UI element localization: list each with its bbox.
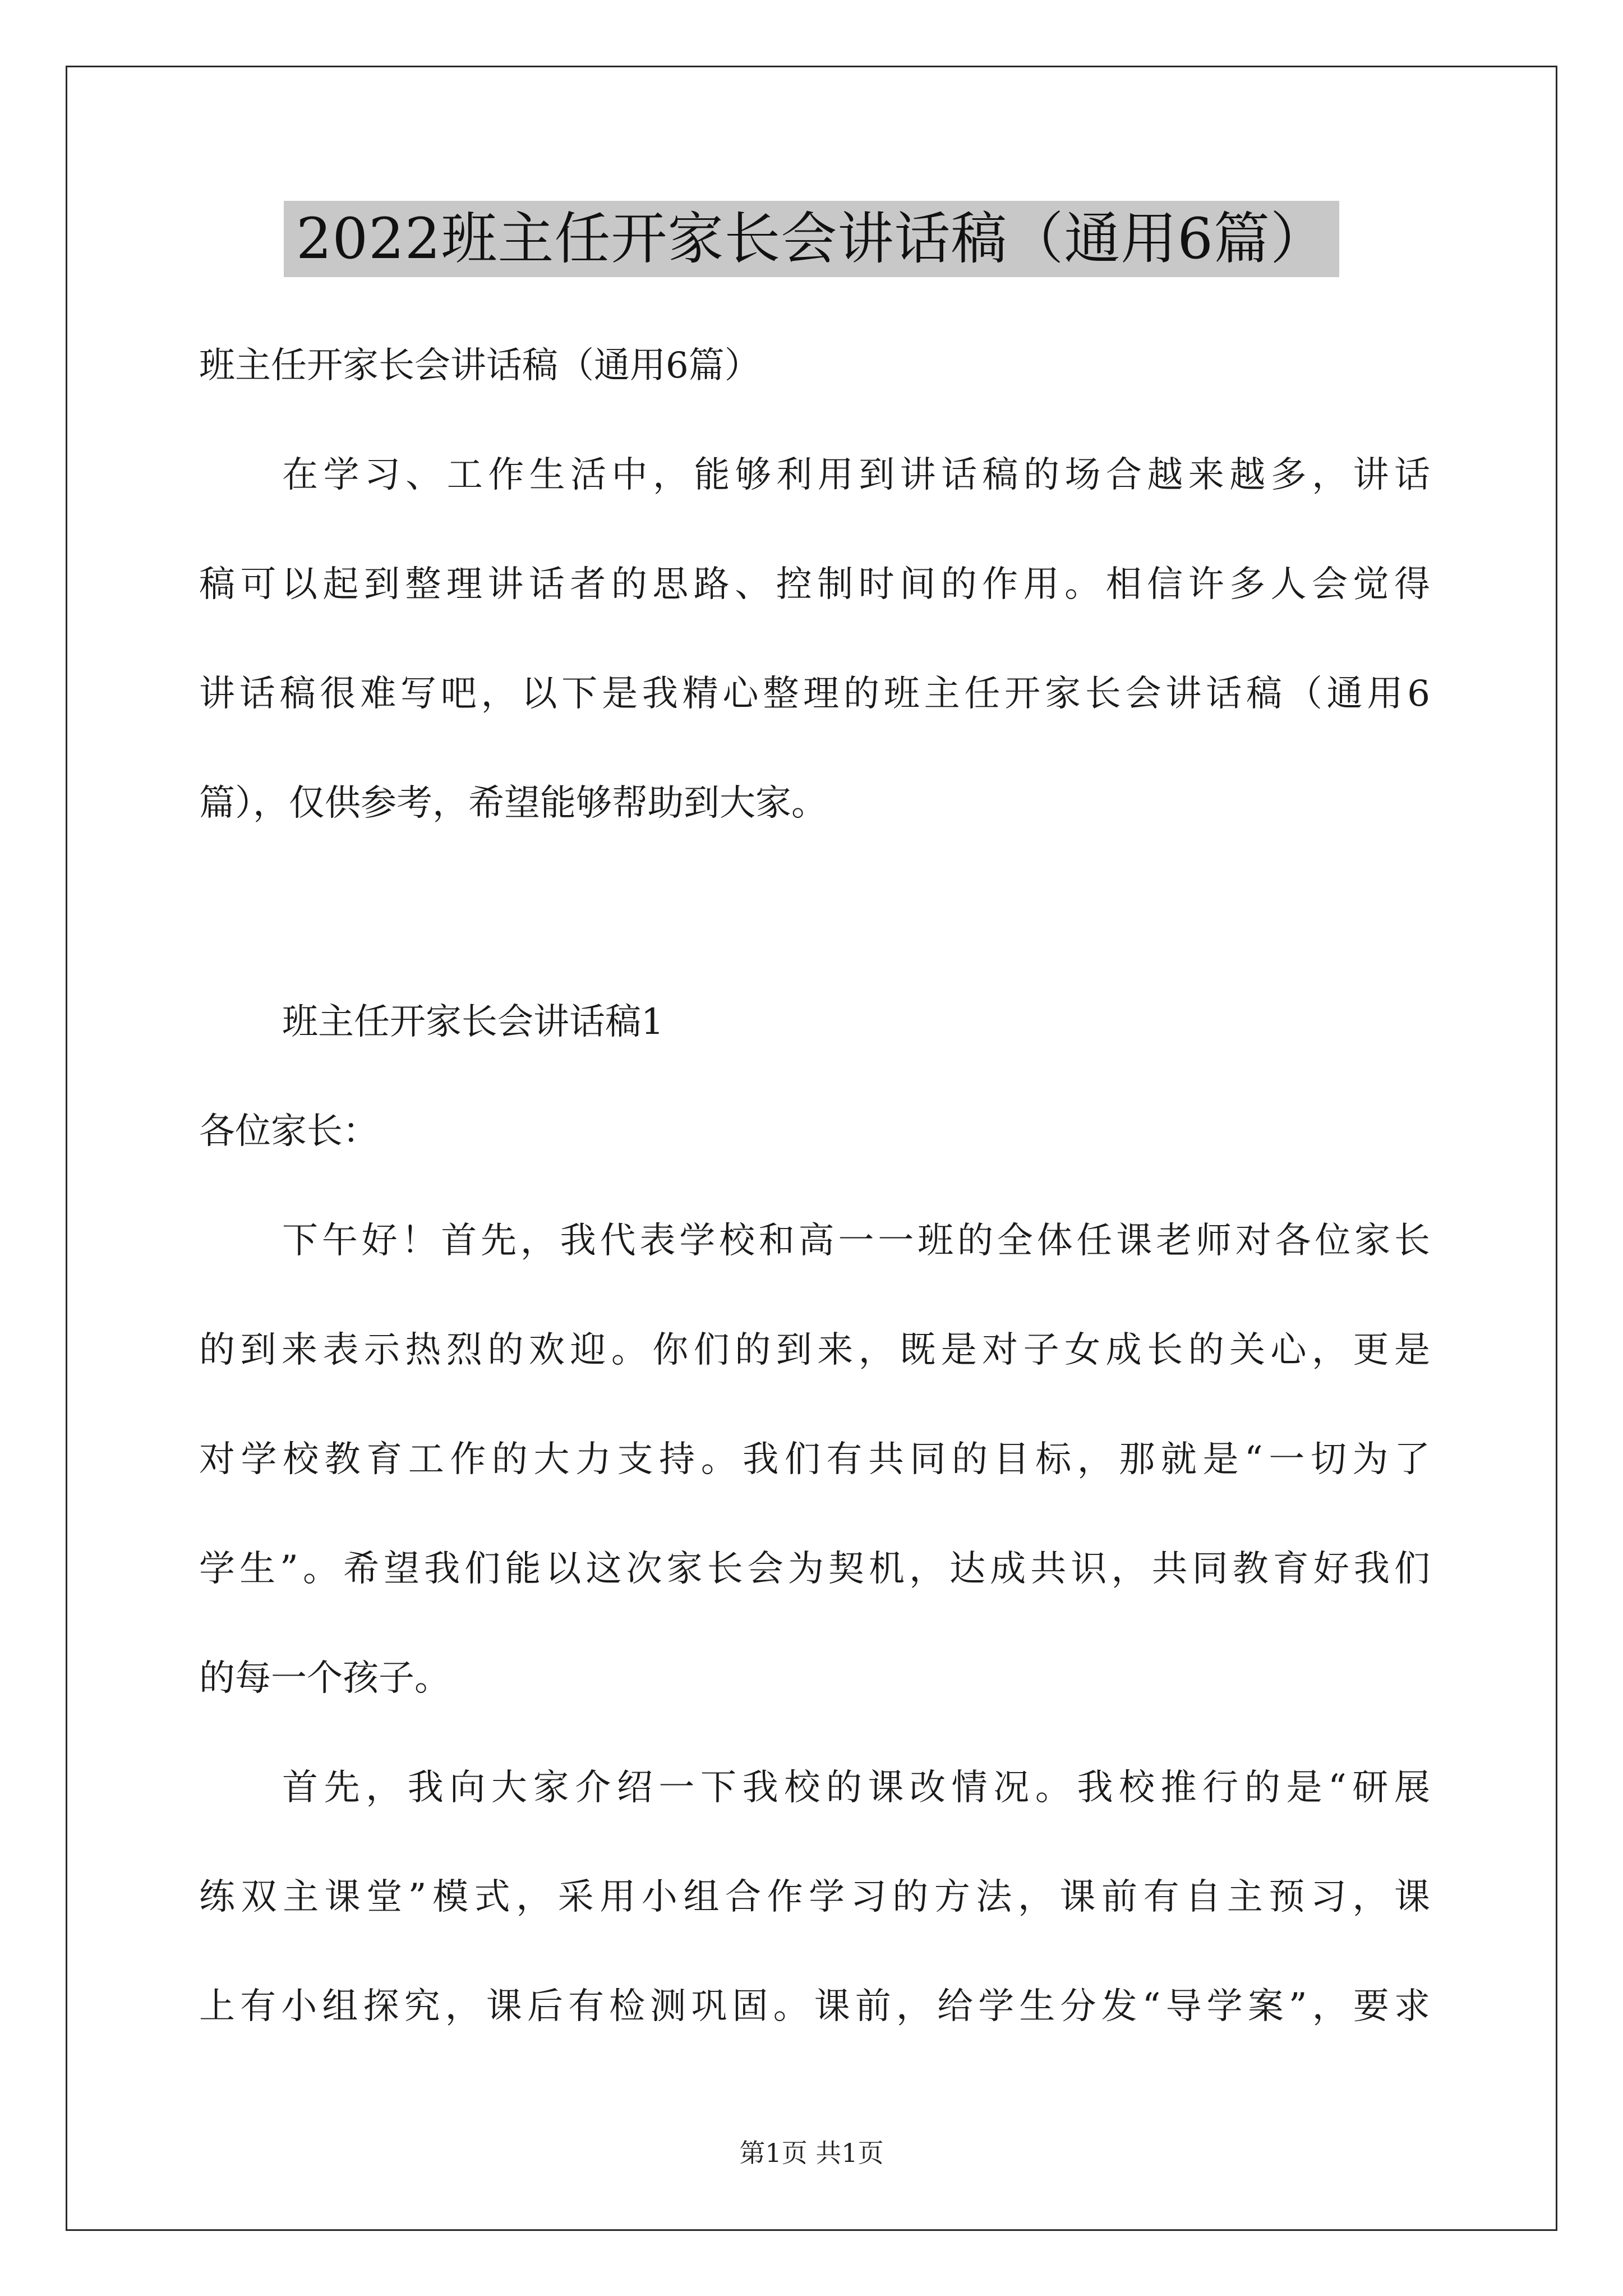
text-line: 下午好！首先，我代表学校和高一一班的全体任课老师对各位家长 bbox=[282, 1220, 1430, 1262]
page-footer: 第1页 共1页 bbox=[739, 2138, 884, 2168]
text-line: 学生”。希望我们能以这次家长会为契机，达成共识，共同教育好我们 bbox=[199, 1548, 1430, 1590]
text-line: 在学习、工作生活中，能够利用到讲话稿的场合越来越多，讲话 bbox=[282, 454, 1430, 496]
text-line: 练双主课堂”模式，采用小组合作学习的方法，课前有自主预习，课 bbox=[199, 1876, 1430, 1918]
text-line: 各位家长： bbox=[199, 1111, 379, 1152]
text-line: 班主任开家长会讲话稿1 bbox=[282, 1001, 664, 1043]
document-title: 2022班主任开家长会讲话稿（通用6篇） bbox=[284, 201, 1339, 277]
text-line: 讲话稿很难写吧，以下是我精心整理的班主任开家长会讲话稿（通用6 bbox=[199, 673, 1430, 715]
text-line: 首先，我向大家介绍一下我校的课改情况。我校推行的是“研展 bbox=[282, 1767, 1430, 1809]
text-line: 上有小组探究，课后有检测巩固。课前，给学生分发“导学案”，要求 bbox=[199, 1986, 1430, 2027]
paragraph-gap bbox=[199, 858, 1430, 968]
text-line: 班主任开家长会讲话稿（通用6篇） bbox=[199, 345, 760, 386]
document-body bbox=[199, 311, 1430, 2062]
text-line: 的每一个孩子。 bbox=[199, 1658, 450, 1699]
title-container bbox=[0, 201, 1623, 277]
text-line: 篇），仅供参考，希望能够帮助到大家。 bbox=[199, 783, 827, 824]
text-line: 的到来表示热烈的欢迎。你们的到来，既是对子女成长的关心，更是 bbox=[199, 1329, 1430, 1371]
text-line: 对学校教育工作的大力支持。我们有共同的目标，那就是“一切为了 bbox=[199, 1439, 1430, 1480]
text-line: 稿可以起到整理讲话者的思路、控制时间的作用。相信许多人会觉得 bbox=[199, 564, 1430, 605]
